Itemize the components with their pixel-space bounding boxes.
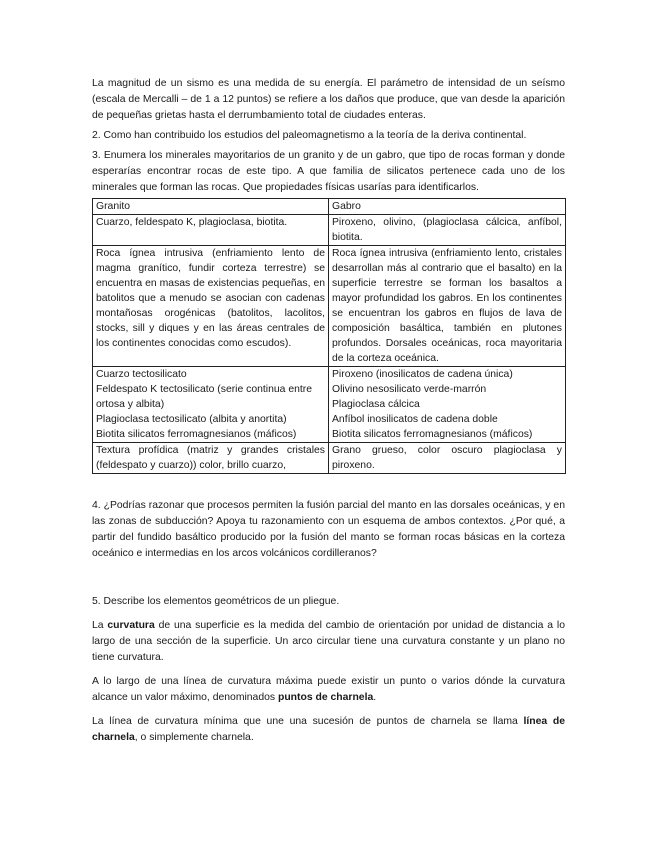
granito-composition: Cuarzo, feldespato K, plagioclasa, biotita. <box>93 215 329 246</box>
table-row-rock-type <box>93 246 566 367</box>
silicate-line: Plagioclasa tectosilicato (albita y anortita) <box>96 414 287 425</box>
intro-paragraph: La magnitud de un sismo es una medida de su energía. El parámetro de intensidad de un seísmo (escala de Mercalli – de 1 a 12 puntos) se refiere a los daños que produce, que van desde la aparición de pequeñas grietas hasta el derrumbamiento total de ciudades enteras. <box>92 78 565 121</box>
silicate-line: Biotita silicatos ferromagnesianos (máficos) <box>96 429 297 440</box>
silicate-line: Anfíbol inosilicatos de cadena doble <box>332 414 498 425</box>
question-2: 2. Como han contribuido los estudios del paleomagnetismo a la teoría de la deriva continental. <box>92 130 527 141</box>
gabro-properties: Grano grueso, color oscuro plagioclasa y piroxeno. <box>329 443 566 474</box>
hinge-points-pre: A lo largo de una línea de curvatura máxima puede existir un punto o varios dónde la curvatura alcance un valor máximo, denominados <box>92 676 565 703</box>
silicate-line: Feldespato K tectosilicato (serie continua entre ortosa y albita) <box>96 384 313 410</box>
hinge-line-term: línea de charnela <box>92 716 565 743</box>
question-4: 4. ¿Podrías razonar que procesos permiten la fusión parcial del manto en las dorsales oceánicas, y en las zonas de subducción? Apoya tu razonamiento con un esquema de ambos contextos. ¿Por qué, a partir del fundido basáltico producido por la fusión del manto se forman rocas básicas en la corteza oceánico e intermedias en los arcos volcánicos cordilleranos? <box>92 500 565 559</box>
hinge-points-paragraph <box>92 674 565 706</box>
table-row-composition <box>93 215 566 246</box>
granito-silicates <box>93 367 329 443</box>
silicate-line: Olivino nesosilicato verde-marrón <box>332 384 487 395</box>
curvature-pre: La <box>92 620 108 631</box>
curvature-term: curvatura <box>107 620 155 631</box>
granito-rock-type: Roca ígnea intrusiva (enfriamiento lento de magma granítico, fundir corteza terrestre) se encuentra en masas de existencias pequeñas, en batolitos que a menudo se asocian con cadenas montañosas orogénicas (batolitos, lacolitos, stocks, sill y diques y en las áreas centrales de los continentes conocidas como escudos). <box>93 246 329 367</box>
document-body <box>92 76 565 746</box>
granito-properties: Textura profídica (matriz y grandes cristales (feldespato y cuarzo)) color, brillo cuarzo, <box>93 443 329 474</box>
table-row-silicates <box>93 367 566 443</box>
hinge-points-post: . <box>373 692 377 703</box>
question-5: 5. Describe los elementos geométricos de un pliegue. <box>92 596 340 607</box>
gabro-silicates <box>329 367 566 443</box>
hinge-line-pre: La línea de curvatura mínima que une una sucesión de puntos de charnela se llama <box>92 716 524 727</box>
hinge-points-term: puntos de charnela <box>277 692 374 703</box>
header-granito: Granito <box>93 199 329 215</box>
silicate-line: Piroxeno (inosilicatos de cadena única) <box>332 369 513 380</box>
table-row-properties <box>93 443 566 474</box>
table-header-row <box>93 199 566 215</box>
curvature-post: de una superficie es la medida del cambio de orientación por unidad de distancia a lo largo de una sección de la superficie. Un arco circular tiene una curvatura constante y un plano no tiene curvatura. <box>92 620 565 663</box>
question-3: 3. Enumera los minerales mayoritarios de un granito y de un gabro, que tipo de rocas forman y donde esperarías encontrar rocas de este tipo. A que familia de silicatos pertenece cada uno de los minerales que forman las rocas. Que propiedades físicas usarías para identificarlos. <box>92 150 565 193</box>
minerals-table <box>92 198 566 474</box>
hinge-line-post: , o simplemente charnela. <box>134 732 254 743</box>
hinge-line-paragraph <box>92 714 565 746</box>
silicate-line: Cuarzo tectosilicato <box>96 369 187 380</box>
silicate-line: Plagioclasa cálcica <box>332 399 420 410</box>
curvature-paragraph <box>92 618 565 666</box>
header-gabro: Gabro <box>329 199 566 215</box>
gabro-rock-type: Roca ígnea intrusiva (enfriamiento lento, cristales desarrollan más al contrario que el basalto) en la superficie terrestre se forman los basaltos a mayor profundidad los gabros. En los continentes se encuentran los gabros en flujos de lava de composición basáltica, también en plutones profundos. Dorsales oceánicas, roca mayoritaria de la corteza oceánica. <box>329 246 566 367</box>
gabro-composition: Piroxeno, olivino, (plagioclasa cálcica, anfíbol, biotita. <box>329 215 566 246</box>
silicate-line: Biotita silicatos ferromagnesianos (máficos) <box>332 429 533 440</box>
